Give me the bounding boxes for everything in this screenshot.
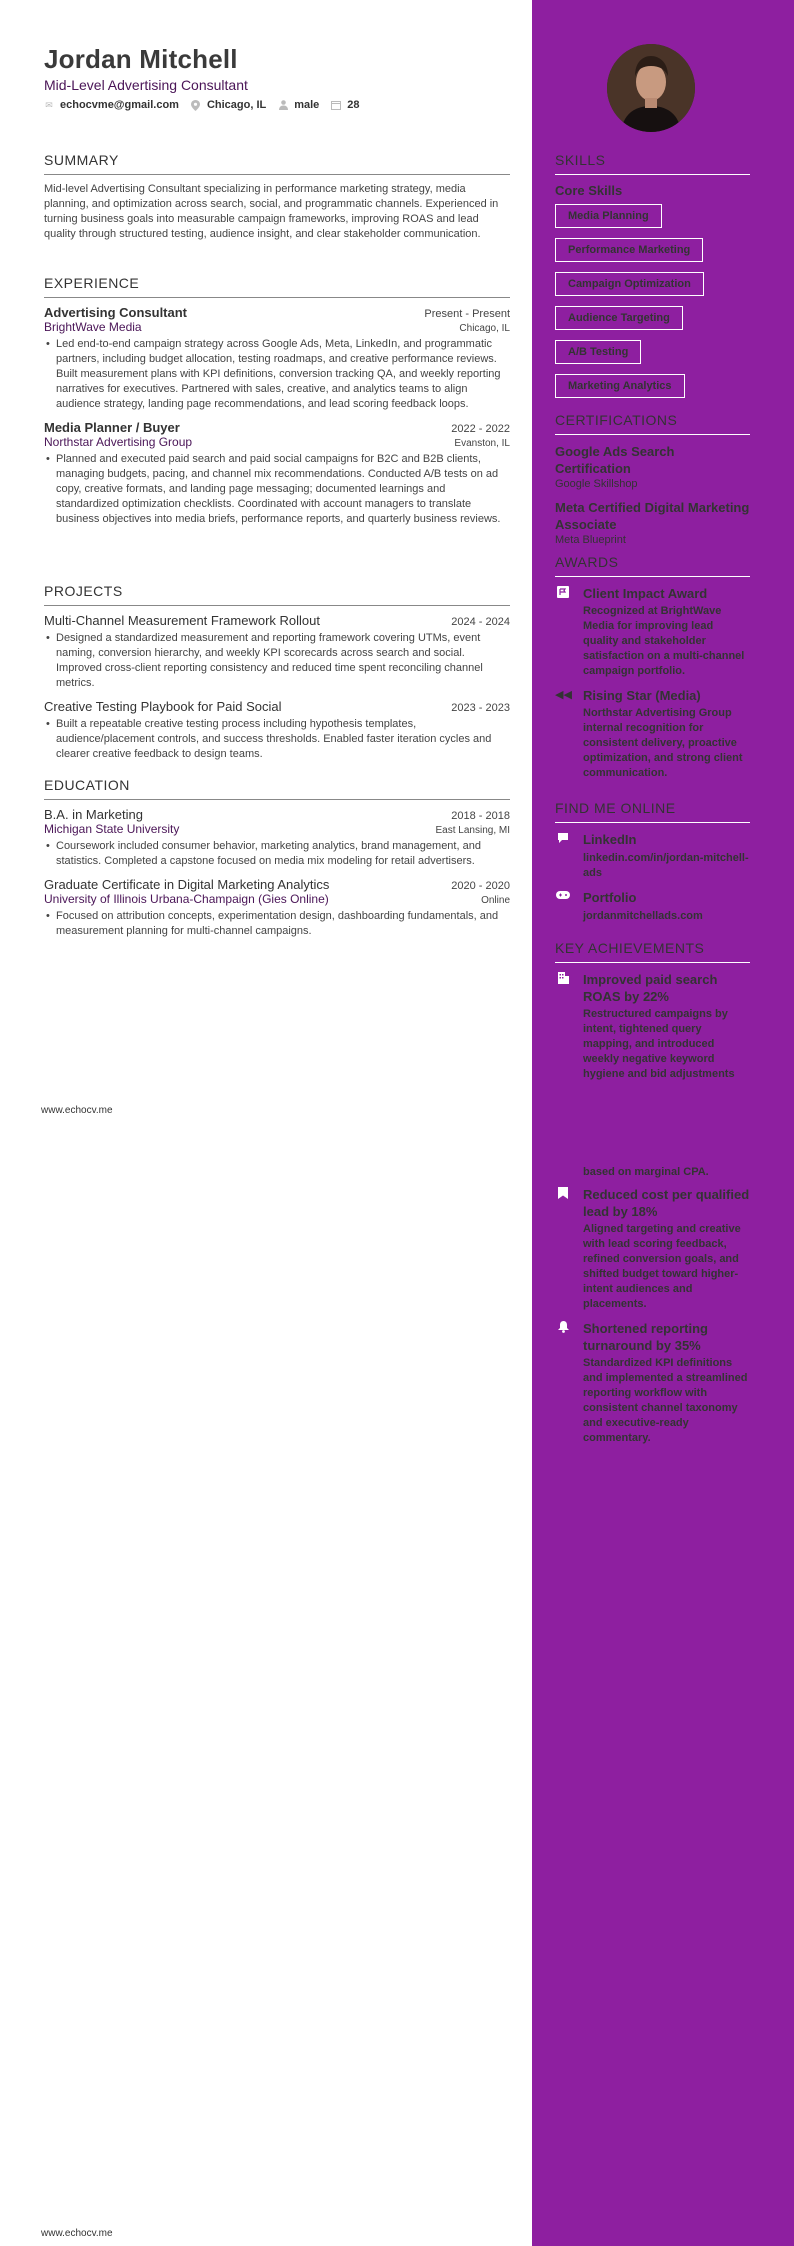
education-bullet: • Coursework included consumer behavior, marketing analytics, brand management, and statistics. Completed a capstone focused on media mix modeling for retail advertisers. (44, 839, 510, 869)
achievement-continuation (555, 1165, 750, 1180)
experience-entry (44, 420, 510, 527)
project-title: Creative Testing Playbook for Paid Social (44, 699, 282, 714)
award-description: Recognized at BrightWave Media for improving lead quality and stakeholder satisfaction on a multi-channel campaign portfolio. (583, 605, 745, 677)
education-degree: Graduate Certificate in Digital Marketing Analytics (44, 877, 330, 892)
experience-heading: EXPERIENCE (44, 275, 510, 298)
skill-tag: Marketing Analytics (555, 374, 685, 398)
skill-tag: Campaign Optimization (555, 272, 704, 296)
achievement-item (555, 1186, 750, 1312)
education-bullet: • Focused on attribution concepts, experimentation design, dashboarding fundamentals, and measurement planning for multi-channel campaigns. (44, 909, 510, 939)
avatar (607, 44, 695, 132)
experience-entry (44, 305, 510, 412)
achievement-title: Shortened reporting turnaround by 35% (583, 1321, 708, 1353)
rewind-icon: ◀◀ (555, 689, 572, 701)
achievement-title: Reduced cost per qualified lead by 18% (583, 1187, 750, 1219)
project-title: Multi-Channel Measurement Framework Rollout (44, 613, 320, 628)
achievement-title: Improved paid search ROAS by 22% (583, 972, 718, 1004)
achievements-continued (555, 1165, 750, 1454)
summary-heading: SUMMARY (44, 152, 510, 175)
contact-location-text: Chicago, IL (206, 99, 267, 111)
calendar-icon (331, 100, 341, 110)
experience-dates: Present - Present (424, 308, 510, 320)
experience-title: Media Planner / Buyer (44, 420, 180, 435)
education-section (44, 777, 510, 947)
education-location: Online (481, 895, 510, 906)
skill-tag: Audience Targeting (555, 306, 683, 330)
certification-issuer: Meta Blueprint (555, 534, 626, 546)
achievement-item (555, 1320, 750, 1446)
online-item[interactable] (555, 889, 750, 924)
online-link[interactable]: linkedin.com/in/jordan-mitchell-ads (583, 852, 749, 879)
contact-location (191, 99, 266, 111)
awards-section (555, 554, 750, 789)
candidate-name: Jordan Mitchell (44, 44, 238, 74)
education-entry (44, 877, 510, 939)
experience-title: Advertising Consultant (44, 305, 188, 320)
skills-subheading: Core Skills (555, 183, 623, 198)
contact-email-text: echocvme@gmail.com (60, 99, 179, 111)
achievement-item (555, 971, 750, 1082)
skill-tag: Performance Marketing (555, 238, 703, 262)
online-label: LinkedIn (583, 832, 637, 847)
contact-email[interactable] (44, 99, 179, 111)
achievement-description: Standardized KPI definitions and implemented a streamlined reporting workflow with consistent channel taxonomy and executive-ready commentary. (583, 1357, 748, 1444)
project-dates: 2024 - 2024 (451, 616, 510, 628)
experience-bullet: • Planned and executed paid search and paid social campaigns for B2C and B2B clients, managing budgets, pacing, and channel mix recommendations. Conducted A/B tests on ad copy, creative formats, and landing page messaging; documented learnings and standardized optimization checklists. Coordinated with account managers to translate business objectives into media briefs, performance reports, and quarterly business reviews. (44, 452, 510, 527)
email-icon: ✉ (45, 100, 53, 110)
project-entry (44, 613, 510, 691)
certifications-heading: CERTIFICATIONS (555, 412, 750, 435)
education-location: East Lansing, MI (435, 825, 510, 836)
project-bullet: • Designed a standardized measurement and reporting framework covering UTMs, event naming, conversion hierarchy, and weekly KPI scorecards across search and social. Improved cross-client reporting consistency and reduced time spent reconciling channel metrics. (44, 631, 510, 691)
project-bullet: • Built a repeatable creative testing process including hypothesis templates, audience/placement controls, and success thresholds. Enabled faster iteration cycles and clearer creative feedback to design teams. (44, 717, 510, 762)
certifications-section (555, 412, 750, 555)
online-link[interactable]: jordanmitchellads.com (583, 910, 703, 922)
bookmark-icon (555, 1186, 571, 1312)
contact-gender (278, 99, 319, 111)
candidate-role: Mid-Level Advertising Consultant (44, 77, 248, 93)
skills-section (555, 152, 750, 408)
experience-dates: 2022 - 2022 (451, 423, 510, 435)
education-school: Michigan State University (44, 822, 180, 836)
awards-heading: AWARDS (555, 554, 750, 577)
skills-heading: SKILLS (555, 152, 750, 175)
award-description: Northstar Advertising Group internal recognition for consistent delivery, proactive optimization, and strong client communication. (583, 707, 743, 779)
experience-section (44, 275, 510, 535)
education-dates: 2020 - 2020 (451, 880, 510, 892)
achievement-description-continued: based on marginal CPA. (583, 1166, 709, 1178)
contact-age (331, 99, 359, 111)
experience-location: Evanston, IL (454, 438, 510, 449)
summary-section (44, 152, 510, 242)
online-heading: FIND ME ONLINE (555, 800, 750, 823)
contact-age-text: 28 (347, 99, 360, 111)
footer-site-link[interactable]: www.echocv.me (41, 2228, 113, 2239)
experience-location: Chicago, IL (459, 323, 510, 334)
location-pin-icon (191, 100, 201, 110)
project-entry (44, 699, 510, 762)
education-heading: EDUCATION (44, 777, 510, 800)
projects-section (44, 583, 510, 770)
certification-name: Google Ads Search Certification (555, 444, 675, 476)
chat-bubble-icon (555, 831, 571, 881)
certification-name: Meta Certified Digital Marketing Associate (555, 500, 750, 532)
achievements-section (555, 940, 750, 1090)
education-school: University of Illinois Urbana-Champaign (Gies Online) (44, 892, 329, 906)
project-dates: 2023 - 2023 (451, 702, 510, 714)
award-item (555, 687, 750, 781)
projects-heading: PROJECTS (44, 583, 510, 606)
online-item[interactable] (555, 831, 750, 881)
award-item (555, 585, 750, 679)
achievement-description: Aligned targeting and creative with lead scoring feedback, refined conversion goals, and shifted budget toward higher-intent audiences and placements. (583, 1223, 741, 1310)
summary-text: Mid-level Advertising Consultant specializing in performance marketing strategy, media planning, and optimization across search, social, and programmatic channels. Experienced in turning business goals into measurable campaign frameworks, improving ROAS and lead quality through structured testing, audience insight, and clear stakeholder communication. (44, 183, 499, 240)
experience-company: BrightWave Media (44, 320, 142, 334)
online-section (555, 800, 750, 932)
skill-tag: A/B Testing (555, 340, 641, 364)
building-icon (555, 971, 571, 1082)
online-label: Portfolio (583, 890, 637, 905)
award-title: Client Impact Award (583, 586, 708, 601)
contact-gender-text: male (294, 99, 320, 111)
person-icon (278, 100, 288, 110)
education-degree: B.A. in Marketing (44, 807, 143, 822)
achievement-description: Restructured campaigns by intent, tightened query mapping, and introduced weekly negative keyword hygiene and bid adjustments (583, 1008, 735, 1080)
award-title: Rising Star (Media) (583, 688, 701, 703)
certification-issuer: Google Skillshop (555, 478, 638, 490)
experience-bullet: • Led end-to-end campaign strategy across Google Ads, Meta, LinkedIn, and programmatic partners, including budget allocation, testing roadmaps, and creative performance reviews. Built measurement plans with KPI definitions, conversion tracking QA, and weekly reporting narratives for executives. Partnered with sales, creative, and analytics teams to align audience strategy, landing page recommendations, and lead scoring feedback loops. (44, 337, 510, 412)
achievements-heading: KEY ACHIEVEMENTS (555, 940, 750, 963)
gamepad-icon (555, 889, 571, 924)
footer-site-link[interactable]: www.echocv.me (41, 1105, 113, 1116)
bell-icon (555, 1320, 571, 1446)
experience-company: Northstar Advertising Group (44, 435, 193, 449)
education-entry (44, 807, 510, 869)
flag-icon (555, 585, 571, 679)
skill-tag: Media Planning (555, 204, 662, 228)
contact-row (44, 99, 360, 111)
education-dates: 2018 - 2018 (451, 810, 510, 822)
